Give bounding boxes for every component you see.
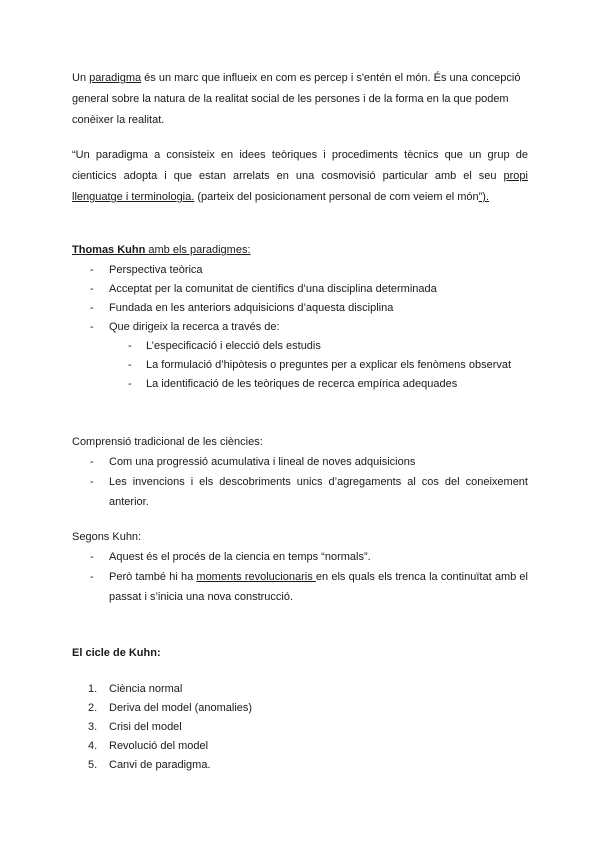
kuhn-heading (72, 240, 528, 261)
step-number: 1. (88, 683, 98, 695)
list-item: - Aquest és el procés de la ciencia en temps “normals”. (72, 547, 528, 567)
list-item (72, 680, 528, 699)
step-text: Crisi del model (109, 721, 182, 733)
paradigma-term: paradigma (89, 72, 142, 84)
list-item: - L’especificació i elecció dels estudis (72, 337, 528, 356)
step-number: 5. (88, 759, 98, 771)
step-number: 2. (88, 702, 98, 714)
list-item: - La formulació d’hipòtesis o preguntes per a explicar els fenòmens observat (72, 356, 528, 375)
quote-text-start: “Un paradigma a consisteix en idees teòriques i procediments tècnics que un grup de cienticics adopta i que estan arrelats en una cosmovisió particular amb el seu (72, 149, 528, 182)
step-text: Canvi de paradigma. (109, 759, 211, 771)
list-item: - Les invencions i els descobriments unics d’agregaments al cos del coneixement anterior. (72, 472, 528, 512)
step-text: Ciència normal (109, 683, 183, 695)
kuhn-heading-rest: amb els paradigmes: (145, 244, 251, 256)
list-item (72, 699, 528, 718)
kuhn-name: Thomas Kuhn (72, 244, 146, 256)
quote-closing: ”). (478, 191, 490, 203)
step-number: 3. (88, 721, 98, 733)
intro-paragraph (72, 68, 528, 131)
kuhn-list (72, 261, 528, 337)
step-text: Deriva del model (anomalies) (109, 702, 253, 714)
step-number: 4. (88, 740, 98, 752)
intro-text-start: Un (72, 72, 90, 84)
list-item (72, 718, 528, 737)
step-text: Revolució del model (109, 740, 209, 752)
list-item (72, 756, 528, 775)
list-item: - La identificació de les teòriques de recerca empírica adequades (72, 375, 528, 394)
segons-text-end: en els quals els trenca la continuïtat amb el passat i s’inicia una nova construcció. (109, 571, 528, 603)
list-item: - Com una progressió acumulativa i lineal de noves adquisicions (72, 452, 528, 472)
list-item: - Que dirigeix la recerca a través de: (72, 318, 528, 337)
list-item: - Perspectiva teòrica (72, 261, 528, 280)
list-item: - Fundada en les anteriors adquisicions d’aquesta disciplina (72, 299, 528, 318)
quote-underlined-term: propi llenguatge i terminologia. (72, 170, 528, 203)
intro-text-end: és un marc que influeix en com es percep i s'entén el món. És una concepció general sobre la natura de la realitat social de les persones i de la forma en la que podem conèixer la realitat. (72, 72, 521, 126)
segons-text-start: Però també hi ha (109, 571, 197, 583)
traditional-heading: Comprensió tradicional de les ciències: (72, 436, 263, 448)
list-item (72, 567, 528, 607)
traditional-list (72, 452, 528, 512)
quote-text-mid: (parteix del posicionament personal de com veiem el món (194, 191, 479, 203)
cycle-heading: El cicle de Kuhn: (72, 647, 161, 659)
moments-revolucionaris-term: moments revolucionaris (196, 571, 316, 583)
list-item: - Acceptat per la comunitat de científics d’una disciplina determinada (72, 280, 528, 299)
segons-heading: Segons Kuhn: (72, 531, 142, 543)
kuhn-sublist (72, 337, 528, 394)
list-item (72, 737, 528, 756)
cycle-list (72, 680, 528, 775)
quote-paragraph (72, 145, 528, 208)
segons-list (72, 547, 528, 607)
